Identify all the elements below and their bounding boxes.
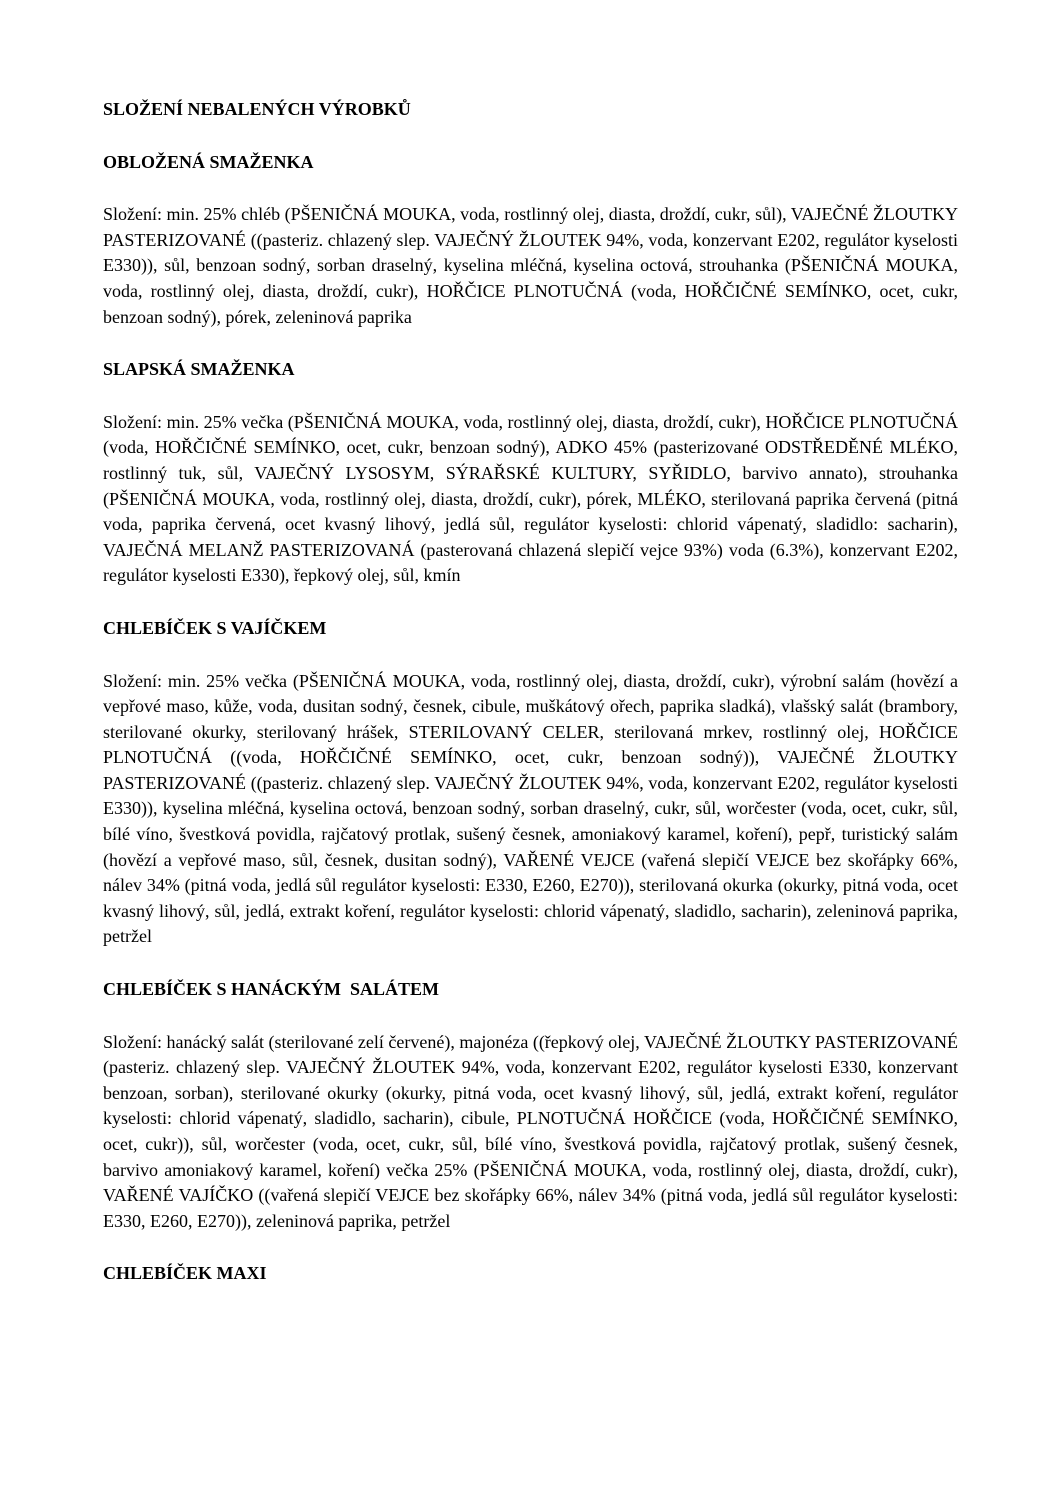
page-title: SLOŽENÍ NEBALENÝCH VÝROBKŮ — [103, 99, 411, 119]
section-heading: CHLEBÍČEK S HANÁCKÝM SALÁTEM — [103, 979, 440, 1000]
section-chlebicek-maxi — [103, 1261, 958, 1287]
section-heading: SLAPSKÁ SMAŽENKA — [103, 359, 295, 380]
section-heading: OBLOŽENÁ SMAŽENKA — [103, 151, 314, 172]
section-chlebicek-s-vajickem — [103, 616, 958, 950]
ingredients-paragraph: Složení: hanácký salát (sterilované zelí červené), majonéza ((řepkový olej, VAJEČNÉ ŽLOUTKY PASTERIZOVANÉ (pasteriz. chlazený slep. VAJEČNÝ ŽLOUTEK 94%, voda, konzervant E202, regulátor kyselosti E330, konzervant benzoan, sorban), sterilované okurky (okurky, pitná voda, ocet kvasný lihový, sůl, jedlá, extrakt koření, regulátor kyselosti: chlorid vápenatý, sladidlo, sacharin), cibule, PLNOTUČNÁ HOŘČICE (voda, HOŘČIČNÉ SEMÍNKO, ocet, cukr)), sůl, worčester (voda, ocet, cukr, sůl, bílé víno, švestková povidla, rajčatový protlak, sušený česnek, barvivo amoniakový karamel, koření) večka 25% (PŠENIČNÁ MOUKA, voda, rostlinný olej, diasta, droždí, cukr), VAŘENÉ VAJÍČKO ((vařená slepičí VEJCE bez skořápky 66%, nálev 34% (pitná voda, jedlá sůl regulátor kyselosti: E330, E260, E270)), zeleninová paprika, petržel — [103, 1031, 958, 1231]
section-chlebicek-s-hanackym-salatem — [103, 977, 958, 1234]
ingredients-paragraph: Složení: min. 25% chléb (PŠENIČNÁ MOUKA, voda, rostlinný olej, diasta, droždí, cukr, sůl), VAJEČNÉ ŽLOUTKY PASTERIZOVANÉ ((pasteriz. chlazený slep. VAJEČNÝ ŽLOUTEK 94%, voda, konzervant E202, regulátor kyselosti E330)), sůl, benzoan sodný, sorban draselný, kyselina mléčná, kyselina octová, strouhanka (PŠENIČNÁ MOUKA, voda, rostlinný olej, diasta, droždí, cukr), HOŘČICE PLNOTUČNÁ (voda, HOŘČIČNÉ SEMÍNKO, ocet, cukr, benzoan sodný), pórek, zeleninová paprika — [103, 204, 958, 327]
section-heading: CHLEBÍČEK MAXI — [103, 1263, 267, 1284]
section-oblozena-smazenka — [103, 150, 958, 331]
section-heading: CHLEBÍČEK S VAJÍČKEM — [103, 617, 327, 638]
ingredients-paragraph: Složení: min. 25% večka (PŠENIČNÁ MOUKA, voda, rostlinný olej, diasta, droždí, cukr), HOŘČICE PLNOTUČNÁ (voda, HOŘČIČNÉ SEMÍNKO, ocet, cukr, benzoan sodný), ADKO 45% (pasterizované ODSTŘEDĚNÉ MLÉKO, rostlinný tuk, sůl, VAJEČNÝ LYSOSYM, SÝRAŘSKÉ KULTURY, SYŘIDLO, barvivo annato), strouhanka (PŠENIČNÁ MOUKA, voda, rostlinný olej, diasta, droždí, cukr), pórek, MLÉKO, sterilovaná paprika červená (pitná voda, paprika červená, ocet kvasný lihový, jedlá sůl, regulátor kyselosti: chlorid vápenatý, sladidlo: sacharin), VAJEČNÁ MELANŽ PASTERIZOVANÁ (pasterovaná chlazená slepičí vejce 93%) voda (6.3%), konzervant E202, regulátor kyselosti E330), řepkový olej, sůl, kmín — [103, 411, 958, 586]
ingredients-paragraph: Složení: min. 25% večka (PŠENIČNÁ MOUKA, voda, rostlinný olej, diasta, droždí, cukr), výrobní salám (hovězí a vepřové maso, kůže, voda, dusitan sodný, česnek, cibule, muškátový ořech, paprika sladká), vlašský salát (brambory, sterilované okurky, sterilovaný hrášek, STERILOVANÝ CELER, sterilovaná mrkev, rostlinný olej, HOŘČICE PLNOTUČNÁ ((voda, HOŘČIČNÉ SEMÍNKO, ocet, cukr, benzoan sodný)), VAJEČNÉ ŽLOUTKY PASTERIZOVANÉ ((pasteriz. chlazený slep. VAJEČNÝ ŽLOUTEK 94%, voda, konzervant E202, regulátor kyselosti E330)), kyselina mléčná, kyselina octová, benzoan sodný, sorban draselný, cukr, sůl, worčester (voda, ocet, cukr, sůl, bílé víno, švestková povidla, rajčatový protlak, sušený česnek, amoniakový karamel, koření), pepř, turistický salám (hovězí a vepřové maso, sůl, česnek, dusitan sodný), VAŘENÉ VEJCE (vařená slepičí VEJCE bez skořápky 66%, nálev 34% (pitná voda, jedlá sůl regulátor kyselosti: E330, E260, E270)), sterilovaná okurka (okurky, pitná voda, ocet kvasný lihový, sůl, jedlá, extrakt koření, regulátor kyselosti: chlorid vápenatý, sladidlo, sacharin), zeleninová paprika, petržel — [103, 670, 958, 947]
section-slapska-smazenka — [103, 357, 958, 589]
